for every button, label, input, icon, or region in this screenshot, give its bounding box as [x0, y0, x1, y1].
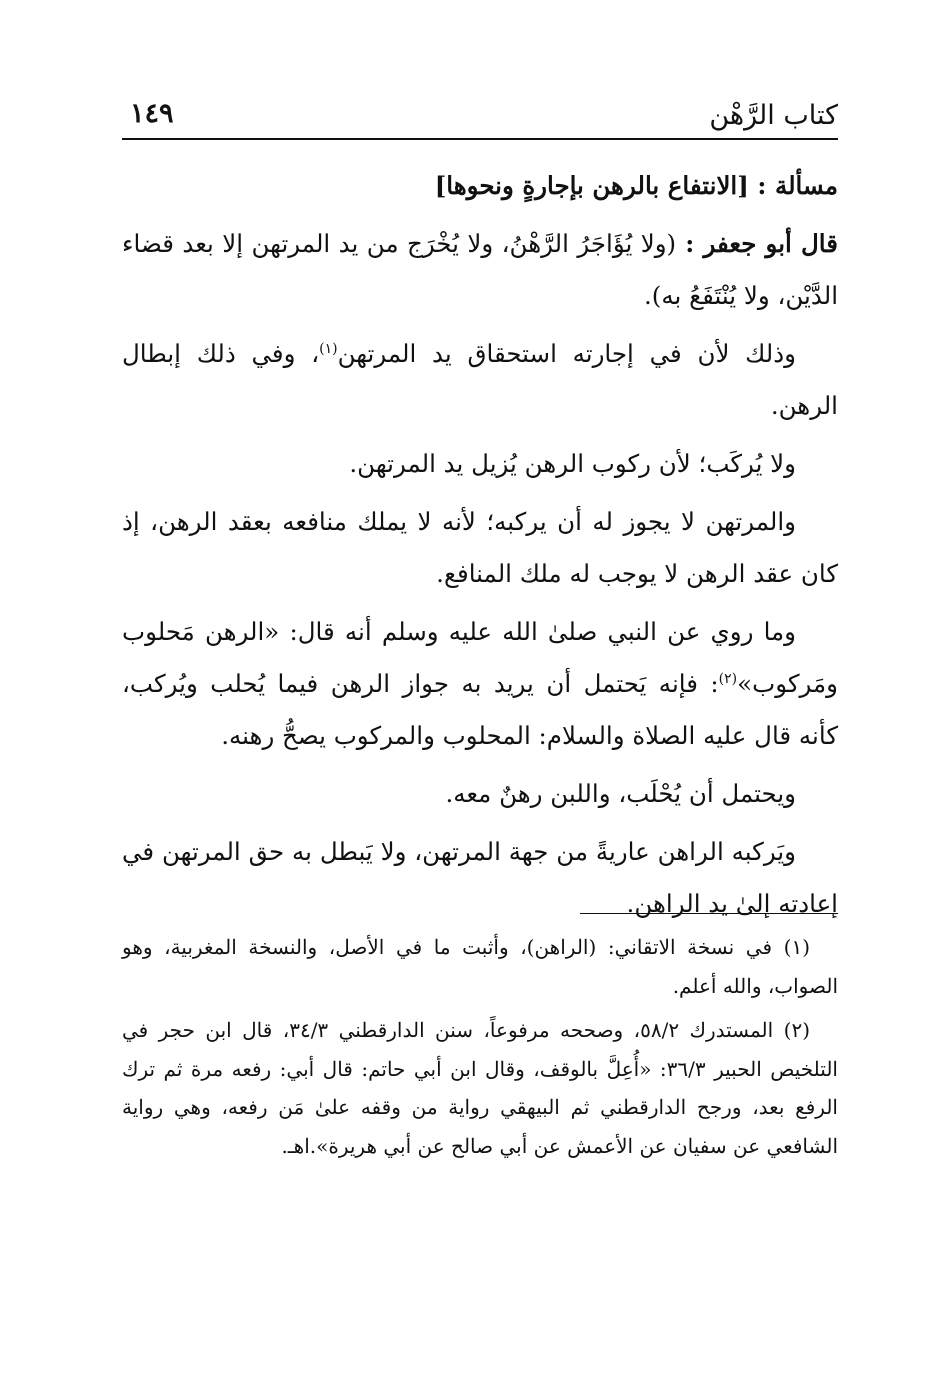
footnote-2: (٢) المستدرك ٥٨/٢، وصححه مرفوعاً، سنن الدارقطني ٣٤/٣، قال ابن حجر في التلخيص الحبير ٣٦/٣: «أُعِلَّ بالوقف، وقال ابن أبي حاتم: قال أبي: رفعه مرة ثم ترك الرفع بعد، ورجح الدارقطني ثم البيهقي رواية من وقفه علىٰ مَن رفعه، وهي رواية الشافعي عن سفيان عن الأعمش عن أبي صالح عن أبي هريرة».اهـ.	[122, 1018, 838, 1158]
heading-text: [الانتفاع بالرهن بإجارةٍ ونحوها]	[434, 171, 749, 200]
paragraph-6: ويحتمل أن يُحْلَب، واللبن رهنٌ معه.	[445, 779, 796, 808]
heading-label: مسألة :	[748, 171, 838, 200]
footnote-ref-1[interactable]: (١)	[319, 340, 338, 357]
footnote-1: (١) في نسخة الاتقاني: (الراهن)، وأثبت ما في الأصل، والنسخة المغربية، وهو الصواب، والله أعلم.	[122, 935, 838, 998]
page-number: ١٤٩	[130, 98, 174, 129]
paragraph-3: ولا يُركَب؛ لأن ركوب الرهن يُزيل يد المرتهن.	[349, 449, 796, 478]
footnote-ref-2[interactable]: (٢)	[718, 670, 738, 687]
paragraph-2-text: وذلك لأن في إجارته استحقاق يد المرتهن	[337, 339, 797, 368]
paragraph-4: والمرتهن لا يجوز له أن يركبه؛ لأنه لا يملك منافعه بعقد الرهن، إذ كان عقد الرهن لا يوجب له ملك المنافع.	[122, 507, 838, 588]
section-heading	[122, 160, 838, 212]
speaker-name: قال أبو جعفر :	[676, 229, 838, 258]
quote-text: (ولا يُؤَاجَرُ الرَّهْنُ، ولا يُخْرَج من يد المرتهن إلا بعد قضاء الدَّيْن، ولا يُنْتَفَعُ به).	[122, 229, 838, 310]
main-text	[122, 160, 838, 936]
paragraph-5-text: وما روي عن النبي صلىٰ الله عليه وسلم أنه قال: «الرهن مَحلوب ومَركوب»	[122, 617, 838, 698]
paragraph-5-text-cont: : فإنه يَحتمل أن يريد به جواز الرهن فيما يُحلب ويُركب، كأنه قال عليه الصلاة والسلام: المحلوب والمركوب يصحُّ رهنه.	[122, 669, 838, 750]
footnote-divider	[580, 913, 838, 914]
running-header-title: كتاب الرَّهْن	[709, 100, 838, 131]
paragraph-1	[122, 218, 838, 322]
footnotes	[122, 928, 838, 1171]
paragraph-5	[122, 606, 838, 762]
header-divider	[122, 138, 838, 140]
paragraph-2-text-cont: ، وفي ذلك إبطال الرهن.	[122, 339, 838, 420]
paragraph-7: ويَركبه الراهن عاريةً من جهة المرتهن، ولا يَبطل به حق المرتهن في إعادته إلىٰ يد الراهن.	[122, 837, 838, 918]
paragraph-2	[122, 328, 838, 432]
